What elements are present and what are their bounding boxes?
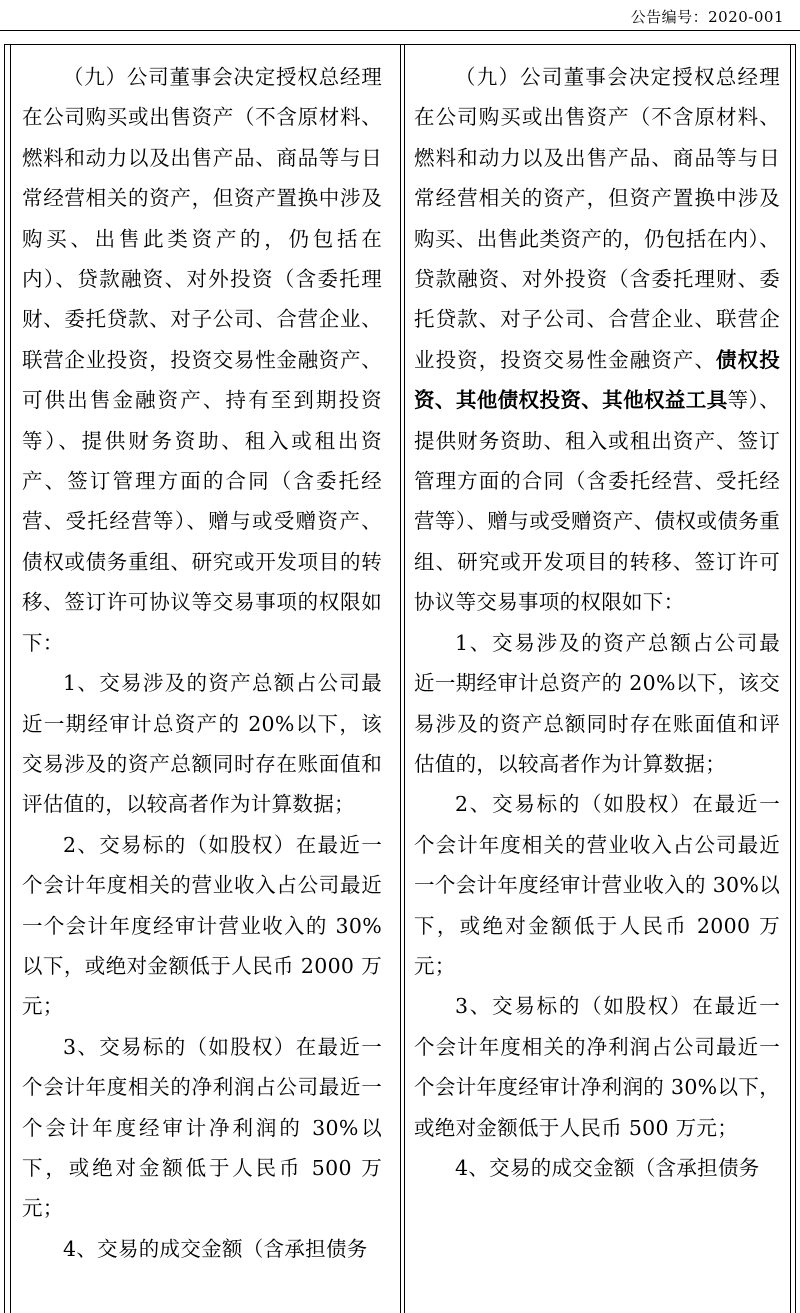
page-header [0,0,800,31]
revised-bold-insertion: 债权投资、其他债权投资、其他权益工具 [414,347,780,413]
table-border-left-inner [10,45,11,1313]
announcement-number: 公告编号：2020-001 [630,8,784,26]
clause-paragraph-9: （九）公司董事会决定授权总经理在公司购买或出售资产（不含原材料、燃料和动力以及出售产品、商品等与日常经营相关的资产，但资产置换中涉及购买、出售此类资产的，仍包括在内）、贷款融资、对外投资（含委托理财、委托贷款、对子公司、合营企业、联营企业投资，投资交易性金融资产、可供出售金融资产、持有至到期投资等）、提供财务资助、租入或租出资产、签订管理方面的合同（含委托经营、受托经营等）、赠与或受赠资产、债权或债务重组、研究或开发项目的转移、签订许可协议等交易事项的权限如下： [22,65,382,655]
table-divider-right [404,45,405,1313]
table-border-right-outer [795,45,796,1313]
revised-clause-item-3: 3、交易标的（如股权）在最近一个会计年度相关的净利润占公司最近一个会计年度经审计净利润的 30%以下，或绝对金额低于人民币 500 万元； [414,994,780,1140]
comparison-table [4,44,796,1313]
revised-text-part-1: （九）公司董事会决定授权总经理在公司购买或出售资产（不含原材料、燃料和动力以及出售产品、商品等与日常经营相关的资产，但资产置换中涉及购买、出售此类资产的，仍包括在内）、贷款融资、对外投资（含委托理财、委托贷款、对子公司、合营企业、联营企业投资，投资交易性金融资产、 [414,65,780,372]
clause-item-2: 2、交易标的（如股权）在最近一个会计年度相关的营业收入占公司最近一个会计年度经审计营业收入的 30%以下，或绝对金额低于人民币 2000 万元； [22,832,382,1019]
table-border-left-outer [4,45,5,1313]
table-divider-left [400,45,401,1313]
clause-item-4: 4、交易的成交金额（含承担债务 [63,1236,368,1261]
revised-text-part-2: 等）、提供财务资助、租入或租出资产、签订管理方面的合同（含委托经营、受托经营等）、赠与或受赠资产、债权或债务重组、研究或开发项目的转移、签订许可协议等交易事项的权限如下： [414,388,781,615]
original-clause-cell [22,57,382,1269]
revised-clause-item-4: 4、交易的成交金额（含承担债务 [455,1155,760,1180]
revised-clause-item-2: 2、交易标的（如股权）在最近一个会计年度相关的营业收入占公司最近一个会计年度经审计营业收入的 30%以下，或绝对金额低于人民币 2000 万元； [414,792,780,978]
revised-clause-paragraph-9 [414,57,780,623]
revised-clause-item-1: 1、交易涉及的资产总额占公司最近一期经审计总资产的 20%以下，该交易涉及的资产总额同时存在账面值和评估值的，以较高者作为计算数据； [414,630,780,776]
table-border-right-inner [790,45,791,1313]
revised-clause-cell [414,57,780,1188]
clause-item-3: 3、交易标的（如股权）在最近一个会计年度相关的净利润占公司最近一个会计年度经审计净利润的 30%以下，或绝对金额低于人民币 500 万元； [22,1034,382,1221]
clause-item-1: 1、交易涉及的资产总额占公司最近一期经审计总资产的 20%以下，该交易涉及的资产总额同时存在账面值和评估值的，以较高者作为计算数据； [22,671,382,817]
